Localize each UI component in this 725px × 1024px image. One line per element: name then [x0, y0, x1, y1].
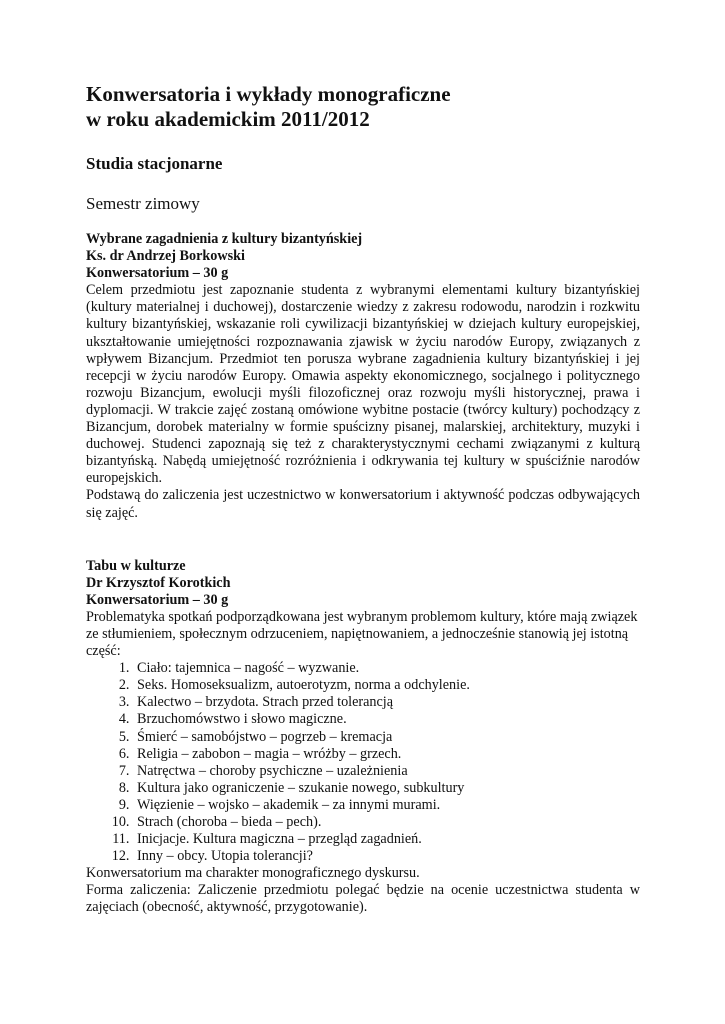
- title-line-2: w roku akademickim 2011/2012: [86, 107, 370, 131]
- list-item: 5. Śmierć – samobójstwo – pogrzeb – kremacja: [133, 729, 640, 746]
- list-item: 11. Inicjacje. Kultura magiczna – przegląd zagadnień.: [133, 831, 640, 848]
- list-item: 3. Kalectwo – brzydota. Strach przed tolerancją: [133, 694, 640, 711]
- list-item: 12. Inny – obcy. Utopia tolerancji?: [133, 848, 640, 865]
- study-mode-heading: Studia stacjonarne: [86, 154, 223, 173]
- course-assessment: Forma zaliczenia: Zaliczenie przedmiotu polegać będzie na ocenie uczestnictwa studenta w zajęciach (obecność, aktywność, przygotowanie).: [86, 882, 640, 916]
- course-taboo-in-culture: [86, 558, 640, 917]
- course-title: Tabu w kulturze: [86, 557, 186, 574]
- list-item: 2. Seks. Homoseksualizm, autoerotyzm, norma a odchylenie.: [133, 677, 640, 694]
- list-item: 4. Brzuchomówstwo i słowo magiczne.: [133, 711, 640, 728]
- course-lecturer: Dr Krzysztof Korotkich: [86, 574, 231, 591]
- course-byzantine-culture: [86, 231, 640, 522]
- list-item: 7. Natręctwa – choroby psychiczne – uzależnienia: [133, 763, 640, 780]
- title-line-1: Konwersatoria i wykłady monograficzne: [86, 82, 451, 106]
- document-title: [86, 82, 640, 132]
- semester-heading: Semestr zimowy: [86, 194, 200, 213]
- course-type: Konwersatorium – 30 g: [86, 591, 229, 608]
- course-intro: Problematyka spotkań podporządkowana jest wybranym problemom kultury, które mają związek ze stłumieniem, społecznym odrzuceniem, napiętnowaniem, a jednocześnie stanowią jej istotną część:: [86, 608, 638, 660]
- list-item: 8. Kultura jako ograniczenie – szukanie nowego, subkultury: [133, 780, 640, 797]
- list-item: 6. Religia – zabobon – magia – wróżby – grzech.: [133, 746, 640, 763]
- course-lecturer: Ks. dr Andrzej Borkowski: [86, 248, 245, 265]
- list-item: 10. Strach (choroba – bieda – pech).: [133, 814, 640, 831]
- list-item: 1. Ciało: tajemnica – nagość – wyzwanie.: [133, 660, 640, 677]
- course-description: Celem przedmiotu jest zapoznanie studenta z wybranymi elementami kultury bizantyńskiej (kultury materialnej i duchowej), dostarczenie wiedzy z zakresu rodowodu, narodzin i rozkwitu kultury bizantyńskiej, wskazanie roli cywilizacji bizantyńskiej w dziejach kultury europejskiej, ukształtowanie umiejętności rozpoznawania zjawisk w życiu narodów Europy, związanych z wpływem Bizancjum. Przedmiot ten porusza wybrane zagadnienia kultury bizantyńskiej i jej recepcji w życiu narodów Europy. Omawia aspekty ekonomicznego, socjalnego i politycznego rozwoju Bizancjum, ewolucji myśli filozoficznej oraz rozwoju myśli historycznej, prawa i dyplomacji. W trakcie zajęć zostaną omówione wybitne postacie (twórcy kultury) pochodzący z Bizancjum, dorobek materialny w formie spuścizny pisanej, malarskiej, architektury, muzyki i duchowej. Studenci zapoznają się też z charakterystycznymi cechami związanymi z kulturą bizantyńską. Nabędą umiejętność rozróżnienia i odkrywania tej kultury w spuściźnie narodów europejskich.: [86, 282, 640, 487]
- course-title: Wybrane zagadnienia z kultury bizantyńskiej: [86, 231, 363, 247]
- course-type: Konwersatorium – 30 g: [86, 265, 229, 282]
- course-character: Konwersatorium ma charakter monograficznego dyskursu.: [86, 865, 420, 882]
- course-assessment: Podstawą do zaliczenia jest uczestnictwo w konwersatorium i aktywność podczas odbywających się zajęć.: [86, 487, 640, 521]
- topic-list: [86, 660, 640, 865]
- list-item: 9. Więzienie – wojsko – akademik – za innymi murami.: [133, 797, 640, 814]
